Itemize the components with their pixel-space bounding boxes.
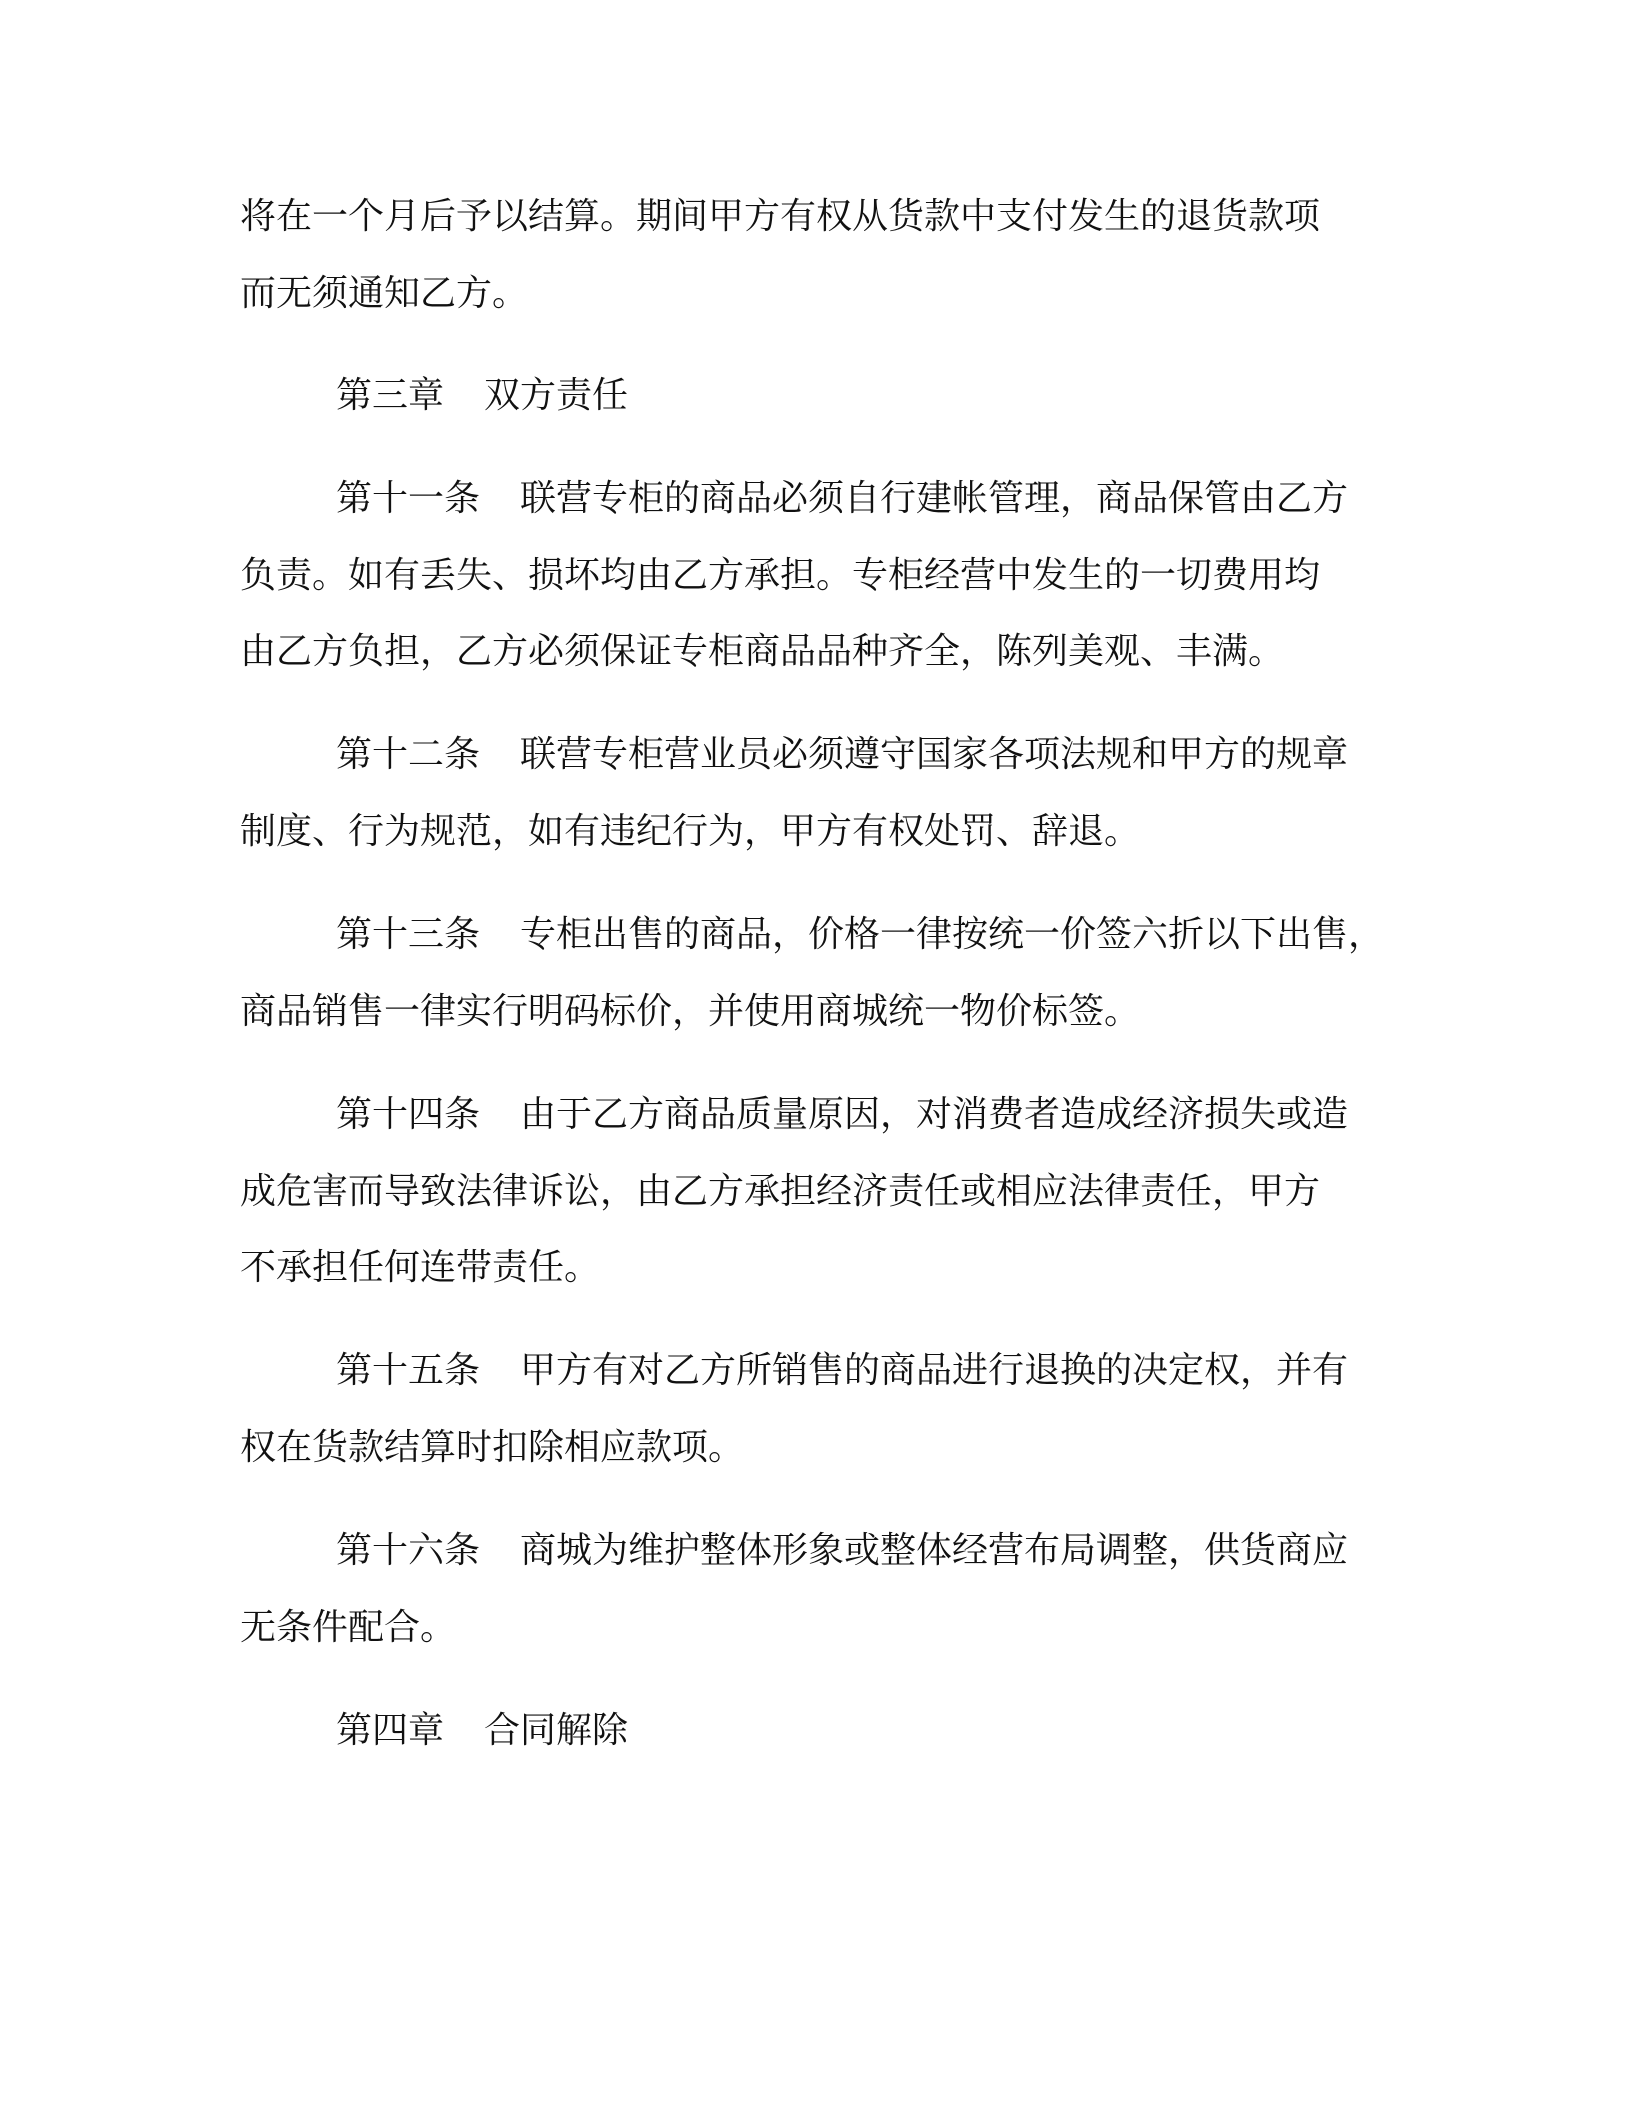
line-text: 权在货款结算时扣除相应款项。 — [240, 1427, 745, 1468]
article-number: 第十六条 — [336, 1530, 481, 1571]
chapter-heading — [336, 1709, 628, 1753]
chapter-number: 第四章 — [336, 1710, 445, 1751]
line-text: 联营专柜的商品必须自行建帐管理，商品保管由乙方 — [520, 478, 1349, 519]
text-line — [240, 195, 1320, 239]
text-line — [240, 810, 1140, 854]
article-number: 第十五条 — [336, 1350, 481, 1391]
line-text: 由乙方负担，乙方必须保证专柜商品品种齐全，陈列美观、丰满。 — [240, 631, 1285, 672]
chapter-heading — [336, 374, 628, 418]
article-line — [336, 1349, 1348, 1393]
article-line — [336, 733, 1348, 777]
line-text: 商城为维护整体形象或整体经营布局调整，供货商应 — [520, 1530, 1349, 1571]
line-text: 联营专柜营业员必须遵守国家各项法规和甲方的规章 — [520, 734, 1349, 775]
line-text: 负责。如有丢失、损坏均由乙方承担。专柜经营中发生的一切费用均 — [240, 555, 1321, 596]
text-line — [240, 1426, 744, 1470]
line-text: 不承担任何连带责任。 — [240, 1247, 601, 1288]
chapter-title: 合同解除 — [484, 1710, 629, 1751]
article-number: 第十四条 — [336, 1094, 481, 1135]
article-number: 第十二条 — [336, 734, 481, 775]
article-line — [336, 1093, 1348, 1137]
line-text: 商品销售一律实行明码标价，并使用商城统一物价标签。 — [240, 991, 1141, 1032]
text-line — [240, 1246, 600, 1290]
text-line — [240, 630, 1284, 674]
text-line — [240, 990, 1140, 1034]
text-line — [240, 1170, 1320, 1214]
chapter-number: 第三章 — [336, 375, 445, 416]
article-line — [336, 913, 1384, 957]
line-text: 甲方有对乙方所销售的商品进行退换的决定权，并有 — [520, 1350, 1349, 1391]
line-text: 制度、行为规范，如有违纪行为，甲方有权处罚、辞退。 — [240, 811, 1141, 852]
text-line — [240, 1606, 456, 1650]
line-text: 无条件配合。 — [240, 1607, 457, 1648]
line-text: 将在一个月后予以结算。期间甲方有权从货款中支付发生的退货款项 — [240, 196, 1321, 237]
text-line — [240, 272, 528, 316]
chapter-title: 双方责任 — [484, 375, 629, 416]
article-line — [336, 477, 1348, 521]
line-text: 专柜出售的商品，价格一律按统一价签六折以下出售， — [520, 914, 1385, 955]
article-line — [336, 1529, 1348, 1573]
line-text: 成危害而导致法律诉讼，由乙方承担经济责任或相应法律责任，甲方 — [240, 1171, 1321, 1212]
article-number: 第十一条 — [336, 478, 481, 519]
line-text: 由于乙方商品质量原因，对消费者造成经济损失或造 — [520, 1094, 1349, 1135]
line-text: 而无须通知乙方。 — [240, 273, 529, 314]
text-line — [240, 554, 1320, 598]
article-number: 第十三条 — [336, 914, 481, 955]
